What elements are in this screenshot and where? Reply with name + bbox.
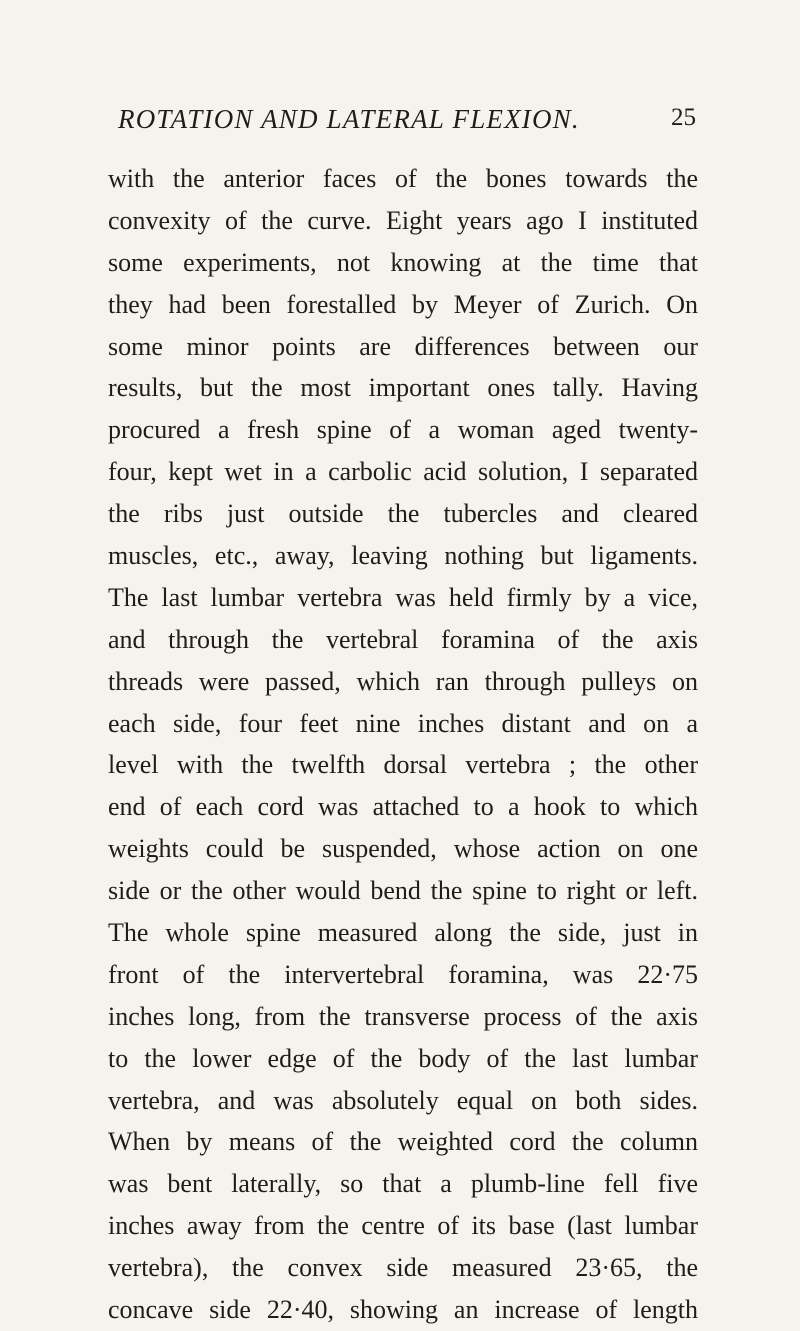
text-line: The whole spine measured along the side, just in [108, 918, 698, 948]
text-line: to the lower edge of the body of the last lumbar [108, 1043, 698, 1073]
text-line: the ribs just outside the tubercles and cleared [108, 499, 698, 529]
text-line: muscles, etc., away, leaving nothing but ligaments. [108, 541, 698, 571]
text-line: vertebra, and was absolutely equal on both sides. [108, 1085, 698, 1115]
text-line: The last lumbar vertebra was held firmly by a vice, [108, 582, 698, 612]
text-line: When by means of the weighted cord the column [108, 1127, 698, 1157]
text-line: inches away from the centre of its base (last lumbar [108, 1211, 698, 1241]
text-line: level with the twelfth dorsal vertebra ; the other [108, 750, 698, 780]
text-line: some experiments, not knowing at the time that [108, 247, 698, 277]
text-line: front of the intervertebral foramina, was 22·75 [108, 959, 698, 989]
text-line: weights could be suspended, whose action on one [108, 834, 698, 864]
text-line: end of each cord was attached to a hook to which [108, 792, 698, 822]
text-line: side or the other would bend the spine to right or left. [108, 876, 698, 906]
text-line: concave side 22·40, showing an increase of length [108, 1295, 698, 1325]
page-number: 25 [671, 104, 696, 131]
text-line: four, kept wet in a carbolic acid solution, I separated [108, 457, 698, 487]
text-line: was bent laterally, so that a plumb-line fell five [108, 1169, 698, 1199]
text-line: convexity of the curve. Eight years ago I instituted [108, 205, 698, 235]
text-line: and through the vertebral foramina of the axis [108, 624, 698, 654]
body-paragraph [108, 158, 698, 1331]
running-head [118, 104, 696, 144]
running-title: ROTATION AND LATERAL FLEXION. [118, 104, 580, 134]
text-line: procured a fresh spine of a woman aged twenty- [108, 415, 698, 445]
text-line: they had been forestalled by Meyer of Zurich. On [108, 289, 698, 319]
text-line: results, but the most important ones tally. Having [108, 373, 698, 403]
text-line: with the anterior faces of the bones towards the [108, 164, 698, 193]
text-line: threads were passed, which ran through pulleys on [108, 666, 698, 696]
text-line: inches long, from the transverse process of the axis [108, 1001, 698, 1031]
text-line: vertebra), the convex side measured 23·65, the [108, 1253, 698, 1283]
text-line: each side, four feet nine inches distant and on a [108, 708, 698, 738]
text-line: some minor points are differences between our [108, 331, 698, 361]
